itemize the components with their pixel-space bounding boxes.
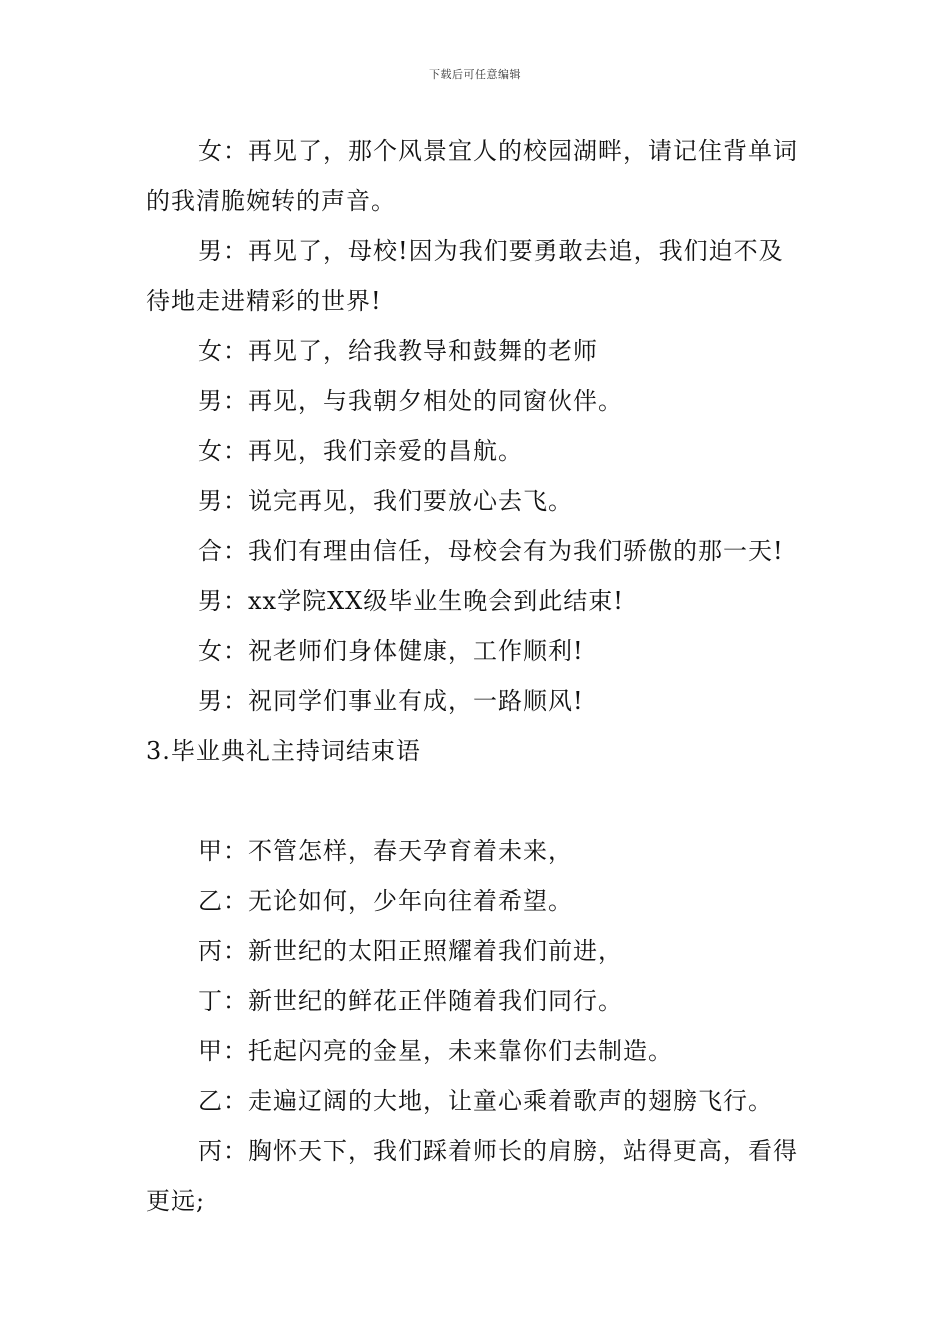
dialogue-line: 女：再见，我们亲爱的昌航。 — [198, 437, 523, 465]
dialogue-line: 男：再见，与我朝夕相处的同窗伙伴。 — [198, 387, 623, 415]
dialogue-line: 丙：胸怀天下，我们踩着师长的肩膀，站得更高，看得更远; — [146, 1137, 798, 1215]
dialogue-line: 乙：无论如何，少年向往着希望。 — [198, 887, 573, 915]
dialogue-line: 男：说完再见，我们要放心去飞。 — [198, 487, 573, 515]
document-body — [146, 126, 808, 1226]
dialogue-line: 女：再见了，那个风景宜人的校园湖畔，请记住背单词的我清脆婉转的声音。 — [146, 137, 798, 215]
dialogue-line: 甲：托起闪亮的金星，未来靠你们去制造。 — [198, 1037, 673, 1065]
dialogue-line: 女：祝老师们身体健康，工作顺利! — [198, 637, 584, 665]
dialogue-line: 女：再见了，给我教导和鼓舞的老师 — [198, 337, 598, 365]
dialogue-line: 丁：新世纪的鲜花正伴随着我们同行。 — [198, 987, 623, 1015]
dialogue-line: 合：我们有理由信任，母校会有为我们骄傲的那一天! — [198, 537, 784, 565]
dialogue-line: 丙：新世纪的太阳正照耀着我们前进， — [198, 937, 623, 965]
dialogue-line: 男：再见了，母校!因为我们要勇敢去追，我们迫不及待地走进精彩的世界! — [146, 237, 784, 315]
dialogue-line: 男：xx学院XX级毕业生晚会到此结束! — [198, 587, 624, 615]
blank-line — [146, 776, 808, 826]
dialogue-line: 男：祝同学们事业有成，一路顺风! — [198, 687, 584, 715]
page-header: 下载后可任意编辑 — [429, 68, 521, 81]
section-heading: 3.毕业典礼主持词结束语 — [146, 737, 421, 765]
dialogue-line: 乙：走遍辽阔的大地，让童心乘着歌声的翅膀飞行。 — [198, 1087, 773, 1115]
dialogue-line: 甲：不管怎样，春天孕育着未来， — [198, 837, 573, 865]
